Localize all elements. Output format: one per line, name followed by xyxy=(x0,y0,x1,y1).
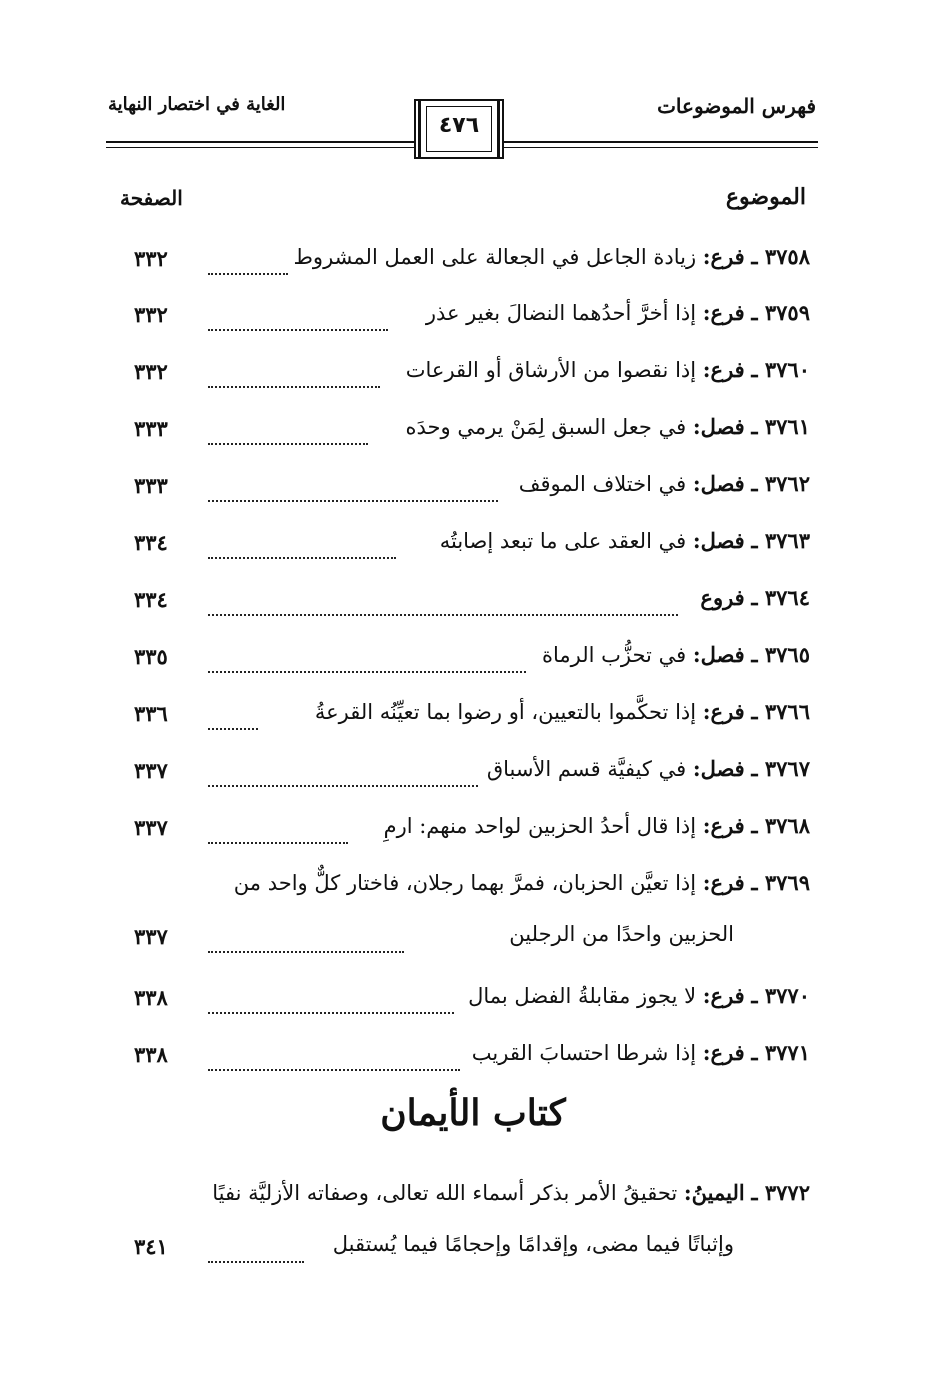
column-heading-topic: الموضوع xyxy=(725,184,806,210)
toc-entry[interactable]: ٣٧٥٨ ـ فرع: زيادة الجاعل في الجعالة على العمل المشروط ٣٣٢ xyxy=(120,244,810,284)
leader-dots xyxy=(208,842,348,844)
leader-dots xyxy=(208,614,678,616)
leader-dots xyxy=(208,728,258,730)
toc-entry[interactable]: ٣٧٦٥ ـ فصل: في تحزُّب الرماة ٣٣٥ xyxy=(120,642,810,682)
book-section-title: كتاب الأيمان xyxy=(380,1092,566,1134)
page-ref: ٣٣٢ xyxy=(134,302,168,327)
page-ref: ٣٣٥ xyxy=(134,644,168,669)
leader-dots xyxy=(208,951,404,953)
page-ref: ٣٣٢ xyxy=(134,359,168,384)
leader-dots xyxy=(208,1012,454,1014)
toc-entry[interactable]: ٣٧٦٧ ـ فصل: في كيفيَّة قسم الأسباق ٣٣٧ xyxy=(120,756,810,796)
leader-dots xyxy=(208,329,388,331)
leader-dots xyxy=(208,1069,460,1071)
leader-dots xyxy=(208,386,380,388)
toc-entry-line2[interactable]: الحزبين واحدًا من الرجلين ٣٣٧ xyxy=(120,922,810,962)
toc-entry[interactable]: ٣٧٦٢ ـ فصل: في اختلاف الموقف ٣٣٣ xyxy=(120,471,810,511)
toc-entry[interactable]: ٣٧٦٣ ـ فصل: في العقد على ما تبعد إصابتُه ٣٣٤ xyxy=(120,528,810,568)
page-number-frame xyxy=(414,99,504,159)
page-ref: ٣٣٣ xyxy=(134,416,168,441)
toc-entry[interactable]: ٣٧٦٦ ـ فرع: إذا تحكَّموا بالتعيين، أو رضوا بما تعيِّنُه القرعةُ ٣٣٦ xyxy=(120,699,810,739)
page-number: ٤٧٦ xyxy=(438,113,480,138)
leader-dots xyxy=(208,785,478,787)
column-heading-page: الصفحة xyxy=(120,186,183,210)
toc-entry[interactable]: ٣٧٦٠ ـ فرع: إذا نقصوا من الأرشاق أو القرعات ٣٣٢ xyxy=(120,357,810,397)
page-ref: ٣٣٤ xyxy=(134,530,168,555)
page-ref: ٣٣٧ xyxy=(134,758,168,783)
toc-entry[interactable]: ٣٧٧٠ ـ فرع: لا يجوز مقابلةُ الفضل بمال ٣٣٨ xyxy=(120,983,810,1023)
page-ref: ٣٣٤ xyxy=(134,587,168,612)
toc-entry-line1[interactable]: ٣٧٦٩ ـ فرع: إذا تعيَّن الحزبان، فمرَّ بهما رجلان، فاختار كلٌّ واحد من xyxy=(233,870,810,895)
leader-dots xyxy=(208,557,396,559)
leader-dots xyxy=(208,443,368,445)
leader-dots xyxy=(208,1261,304,1263)
page-ref: ٣٣٦ xyxy=(134,701,168,726)
toc-entry[interactable]: ٣٧٦٨ ـ فرع: إذا قال أحدُ الحزبين لواحد منهم: ارمِ ٣٣٧ xyxy=(120,813,810,853)
page-ref: ٣٣٣ xyxy=(134,473,168,498)
leader-dots xyxy=(208,273,288,275)
page-ref: ٣٣٢ xyxy=(134,246,168,271)
toc-entry-line2[interactable]: وإثباتًا فيما مضى، وإقدامًا وإحجامًا فيما يُستقبل ٣٤١ xyxy=(120,1232,810,1272)
page-ref: ٣٣٨ xyxy=(134,1042,168,1067)
running-header-book-title: الغاية في اختصار النهاية xyxy=(108,94,286,115)
toc-entry[interactable]: ٣٧٥٩ ـ فرع: إذا أخرَّ أحدُهما النضالَ بغير عذر ٣٣٢ xyxy=(120,300,810,340)
toc-entry[interactable]: ٣٧٦٤ ـ فروع ٣٣٤ xyxy=(120,585,810,625)
leader-dots xyxy=(208,500,498,502)
toc-entry[interactable]: ٣٧٦١ ـ فصل: في جعل السبق لِمَنْ يرمي وحدَه ٣٣٣ xyxy=(120,414,810,454)
running-header-section: فهرس الموضوعات xyxy=(657,94,816,118)
toc-entry[interactable]: ٣٧٧١ ـ فرع: إذا شرطا احتسابَ القريب ٣٣٨ xyxy=(120,1040,810,1080)
page-ref: ٣٣٨ xyxy=(134,985,168,1010)
page-ref: ٣٣٧ xyxy=(134,815,168,840)
page-ref: ٣٣٧ xyxy=(134,924,168,949)
toc-entry-line1[interactable]: ٣٧٧٢ ـ اليمينُ: تحقيقُ الأمر بذكر أسماء الله تعالى، وصفاته الأزليَّة نفيًا xyxy=(212,1180,810,1205)
leader-dots xyxy=(208,671,526,673)
page-ref: ٣٤١ xyxy=(134,1234,168,1259)
